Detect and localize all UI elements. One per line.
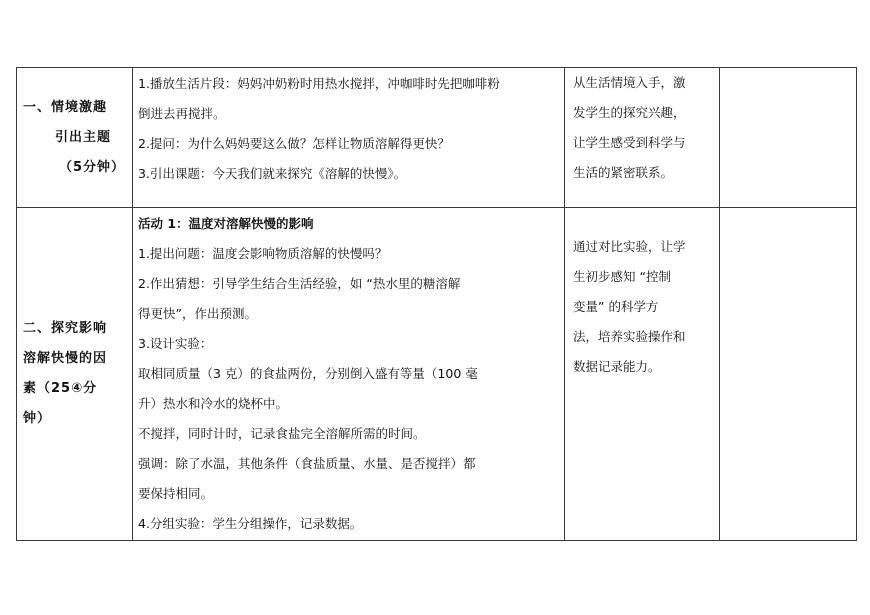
intent-line: 从生活情境入手，激 [573,75,686,90]
activity-line: 要保持相同。 [138,486,214,501]
activity-line: 倒进去再搅拌。 [138,106,226,121]
activity-cell [133,208,565,541]
table-row [17,208,857,541]
intent-line: 生初步感知 “控制 [573,269,671,284]
stage-cell [17,68,133,208]
intent-line: 数据记录能力。 [573,359,661,374]
stage-title-line: 引出主题 [55,129,112,145]
activity-line: 强调：除了水温，其他条件（食盐质量、水量、是否搅拌）都 [138,456,476,471]
activity-line: 2.作出猜想：引导学生结合生活经验，如 “热水里的糖溶解 [138,276,461,291]
stage-title-line: （5分钟） [59,159,126,175]
activity-line: 3.设计实验： [138,336,213,351]
stage-title-line: 溶解快慢的因 [23,351,108,366]
activity-line: 取相同质量（3 克）的食盐两份，分别倒入盛有等量（100 毫 [138,366,478,381]
activity-heading: 活动 1：温度对溶解快慢的影响 [138,216,314,231]
activity-line: 4.分组实验：学生分组操作，记录数据。 [138,516,363,531]
stage-title-line: 二、探究影响 [23,321,108,336]
notes-cell [720,68,857,208]
stage-cell [17,208,133,541]
table-row [17,68,857,208]
activity-cell [133,68,565,208]
design-intent-cell [565,68,720,208]
intent-line: 法，培养实验操作和 [573,329,686,344]
design-intent-cell [565,208,720,541]
intent-line: 通过对比实验，让学 [573,239,686,254]
activity-line: 得更快”，作出预测。 [138,306,257,321]
activity-line: 不搅拌，同时计时，记录食盐完全溶解所需的时间。 [138,426,426,441]
activity-line: 3.引出课题：今天我们就来探究《溶解的快慢》。 [138,166,407,181]
lesson-plan-table [16,67,857,541]
stage-title-line: 一、情境激趣 [23,99,108,115]
stage-title-line: 素（25④分 [23,381,98,396]
stage-title-line: 钟） [23,411,52,426]
notes-cell [720,208,857,541]
intent-line: 生活的紧密联系。 [573,165,674,180]
intent-line: 发学生的探究兴趣， [573,105,686,120]
intent-line: 让学生感受到科学与 [573,135,686,150]
activity-line: 升）热水和冷水的烧杯中。 [138,396,289,411]
intent-line: 变量” 的科学方 [573,299,659,314]
activity-line: 1.提出问题：温度会影响物质溶解的快慢吗？ [138,246,388,261]
activity-line: 2.提问：为什么妈妈要这么做？怎样让物质溶解得更快？ [138,136,450,151]
activity-line: 1.播放生活片段：妈妈冲奶粉时用热水搅拌，冲咖啡时先把咖啡粉 [138,76,500,91]
